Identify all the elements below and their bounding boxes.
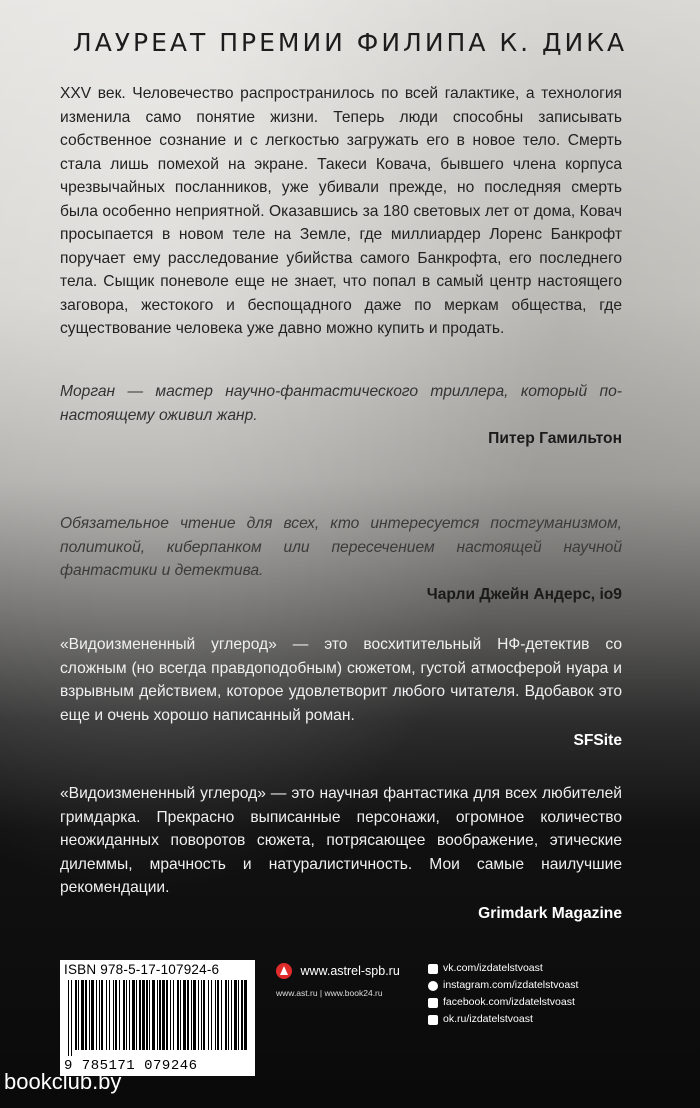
barcode-bar bbox=[113, 980, 114, 1050]
quote-author: Grimdark Magazine bbox=[478, 904, 622, 922]
barcode-bar bbox=[71, 980, 72, 1056]
barcode-bar bbox=[208, 980, 209, 1050]
quote-text: Морган — мастер научно-фантастического триллера, который по-настоящему оживил жанр. bbox=[60, 383, 622, 424]
barcode-bar bbox=[89, 980, 90, 1050]
barcode-bar bbox=[78, 980, 79, 1050]
instagram-icon bbox=[428, 981, 438, 991]
barcode-bar bbox=[75, 980, 77, 1050]
barcode-bar bbox=[152, 980, 155, 1050]
barcode-bar bbox=[106, 980, 107, 1050]
barcode-bar bbox=[123, 980, 125, 1050]
quote-hamilton bbox=[60, 380, 622, 450]
barcode-bar bbox=[225, 980, 227, 1050]
quote-anders bbox=[60, 512, 622, 606]
quote-sfsite bbox=[60, 633, 622, 752]
barcode-bar bbox=[96, 980, 97, 1050]
barcode-bar bbox=[170, 980, 171, 1050]
barcode-bar bbox=[68, 980, 69, 1056]
barcode-bar bbox=[215, 980, 216, 1050]
social-label: vk.com/izdatelstvoast bbox=[443, 962, 543, 974]
barcode-bars bbox=[66, 980, 249, 1056]
barcode-bar bbox=[91, 980, 94, 1050]
barcode-bar bbox=[228, 980, 229, 1050]
barcode-bar bbox=[201, 980, 202, 1050]
social-links bbox=[428, 960, 578, 1028]
barcode-bar bbox=[126, 980, 127, 1050]
barcode-bar bbox=[198, 980, 199, 1050]
barcode-bar bbox=[231, 980, 232, 1050]
barcode-bar bbox=[81, 980, 84, 1050]
barcode-bar bbox=[115, 980, 117, 1050]
quote-author: SFSite bbox=[573, 732, 622, 749]
barcode-bar bbox=[193, 980, 196, 1050]
barcode-bar bbox=[129, 980, 130, 1050]
barcode-bar bbox=[203, 980, 205, 1050]
barcode-bar bbox=[85, 980, 87, 1050]
social-link-facebook bbox=[428, 994, 578, 1011]
quote-author: Чарли Джейн Андерс, io9 bbox=[426, 585, 622, 603]
social-label: facebook.com/izdatelstvoast bbox=[443, 996, 575, 1008]
barcode-bar bbox=[183, 980, 186, 1050]
social-label: ok.ru/izdatelstvoast bbox=[443, 1013, 533, 1025]
publisher-sub: www.ast.ru | www.book24.ru bbox=[276, 988, 383, 998]
social-link-vk bbox=[428, 960, 578, 977]
barcode-bar bbox=[221, 980, 222, 1050]
isbn-label: ISBN 978-5-17-107924-6 bbox=[64, 962, 220, 977]
quote-text: Обязательное чтение для всех, кто интересуется постгуманизмом, политикой, киберпанком или пересечением настоящей научной фантастики и детектива. bbox=[60, 515, 622, 579]
barcode-bar bbox=[142, 980, 145, 1050]
barcode-bar bbox=[99, 980, 100, 1050]
barcode-bar bbox=[149, 980, 150, 1050]
publisher-logo-icon bbox=[276, 963, 292, 979]
quote-text: «Видоизмененный углерод» — это научная фантастика для всех любителей гримдарка. Прекрасно выписанные персонажи, огромное количество неожиданных поворотов сюжета, потрясающее воображение, этические дилеммы, мрачность и натуралистичность. Мои самые наилучшие рекомендации. bbox=[60, 785, 622, 896]
barcode-bar bbox=[217, 980, 219, 1050]
barcode-bar bbox=[109, 980, 110, 1050]
barcode-bar bbox=[180, 980, 181, 1050]
barcode-bar bbox=[244, 980, 247, 1050]
quote-grimdark bbox=[60, 782, 622, 925]
barcode-bar bbox=[238, 980, 239, 1050]
social-link-ok bbox=[428, 1011, 578, 1028]
barcode-bar bbox=[187, 980, 189, 1050]
barcode-bar bbox=[173, 980, 174, 1050]
social-label: instagram.com/izdatelstvoast bbox=[443, 979, 579, 991]
barcode-bar bbox=[191, 980, 192, 1050]
barcode-bar bbox=[159, 980, 161, 1050]
barcode-bar bbox=[177, 980, 179, 1050]
barcode-bar bbox=[162, 980, 165, 1050]
barcode-bar bbox=[101, 980, 103, 1050]
ok-icon bbox=[428, 1015, 438, 1025]
barcode-bar bbox=[234, 980, 237, 1050]
vk-icon bbox=[428, 964, 438, 974]
barcode-bar bbox=[166, 980, 168, 1050]
barcode-bar bbox=[136, 980, 137, 1050]
barcode-bar bbox=[146, 980, 148, 1050]
publisher bbox=[276, 962, 400, 998]
barcode-bar bbox=[119, 980, 120, 1050]
heading: ЛАУРЕАТ ПРЕМИИ ФИЛИПА К. ДИКА bbox=[72, 28, 628, 57]
barcode-bar bbox=[132, 980, 135, 1050]
quote-author: Питер Гамильтон bbox=[488, 430, 622, 447]
blurb: XXV век. Человечество распространилось по всей галактике, а технология изменила само понятие жизни. Теперь люди способны записывать собственное сознание и с легкостью загружать его в новое тело. Смерть стала лишь помехой на экране. Такеси Ковача, бывшего члена корпуса чрезвычайных посланников, уже убивали прежде, но последняя смерть была особенно неприятной. Оказавшись за 180 световых лет от дома, Ковач просыпается в новом теле на Земле, где миллиардер Лоренс Банкрофт поручает ему расследование убийства самого Банкрофта, его последнего тела. Сыщик поневоле еще не знает, что попал в самый центр настоящего заговора, жестокого и беспощадного даже по меркам общества, где существование человека уже давно можно купить и продать. bbox=[60, 85, 622, 337]
watermark: bookclub.by bbox=[4, 1069, 122, 1094]
barcode-bar bbox=[157, 980, 158, 1050]
quote-text: «Видоизмененный углерод» — это восхитительный НФ-детектив со сложным (но всегда правдоподобным) сюжетом, густой атмосферой нуара и взрывным действием, которое удовлетворит любого читателя. Вдобавок это еще и очень хорошо написанный роман. bbox=[60, 636, 622, 724]
social-link-instagram bbox=[428, 977, 578, 994]
facebook-icon bbox=[428, 998, 438, 1008]
barcode-bar bbox=[139, 980, 141, 1050]
publisher-site: www.astrel-spb.ru bbox=[300, 963, 400, 978]
barcode-bar bbox=[211, 980, 212, 1050]
barcode-bar bbox=[241, 980, 243, 1050]
barcode-digits: 9 785171 079246 bbox=[64, 1058, 198, 1074]
barcode-box bbox=[60, 960, 255, 1076]
